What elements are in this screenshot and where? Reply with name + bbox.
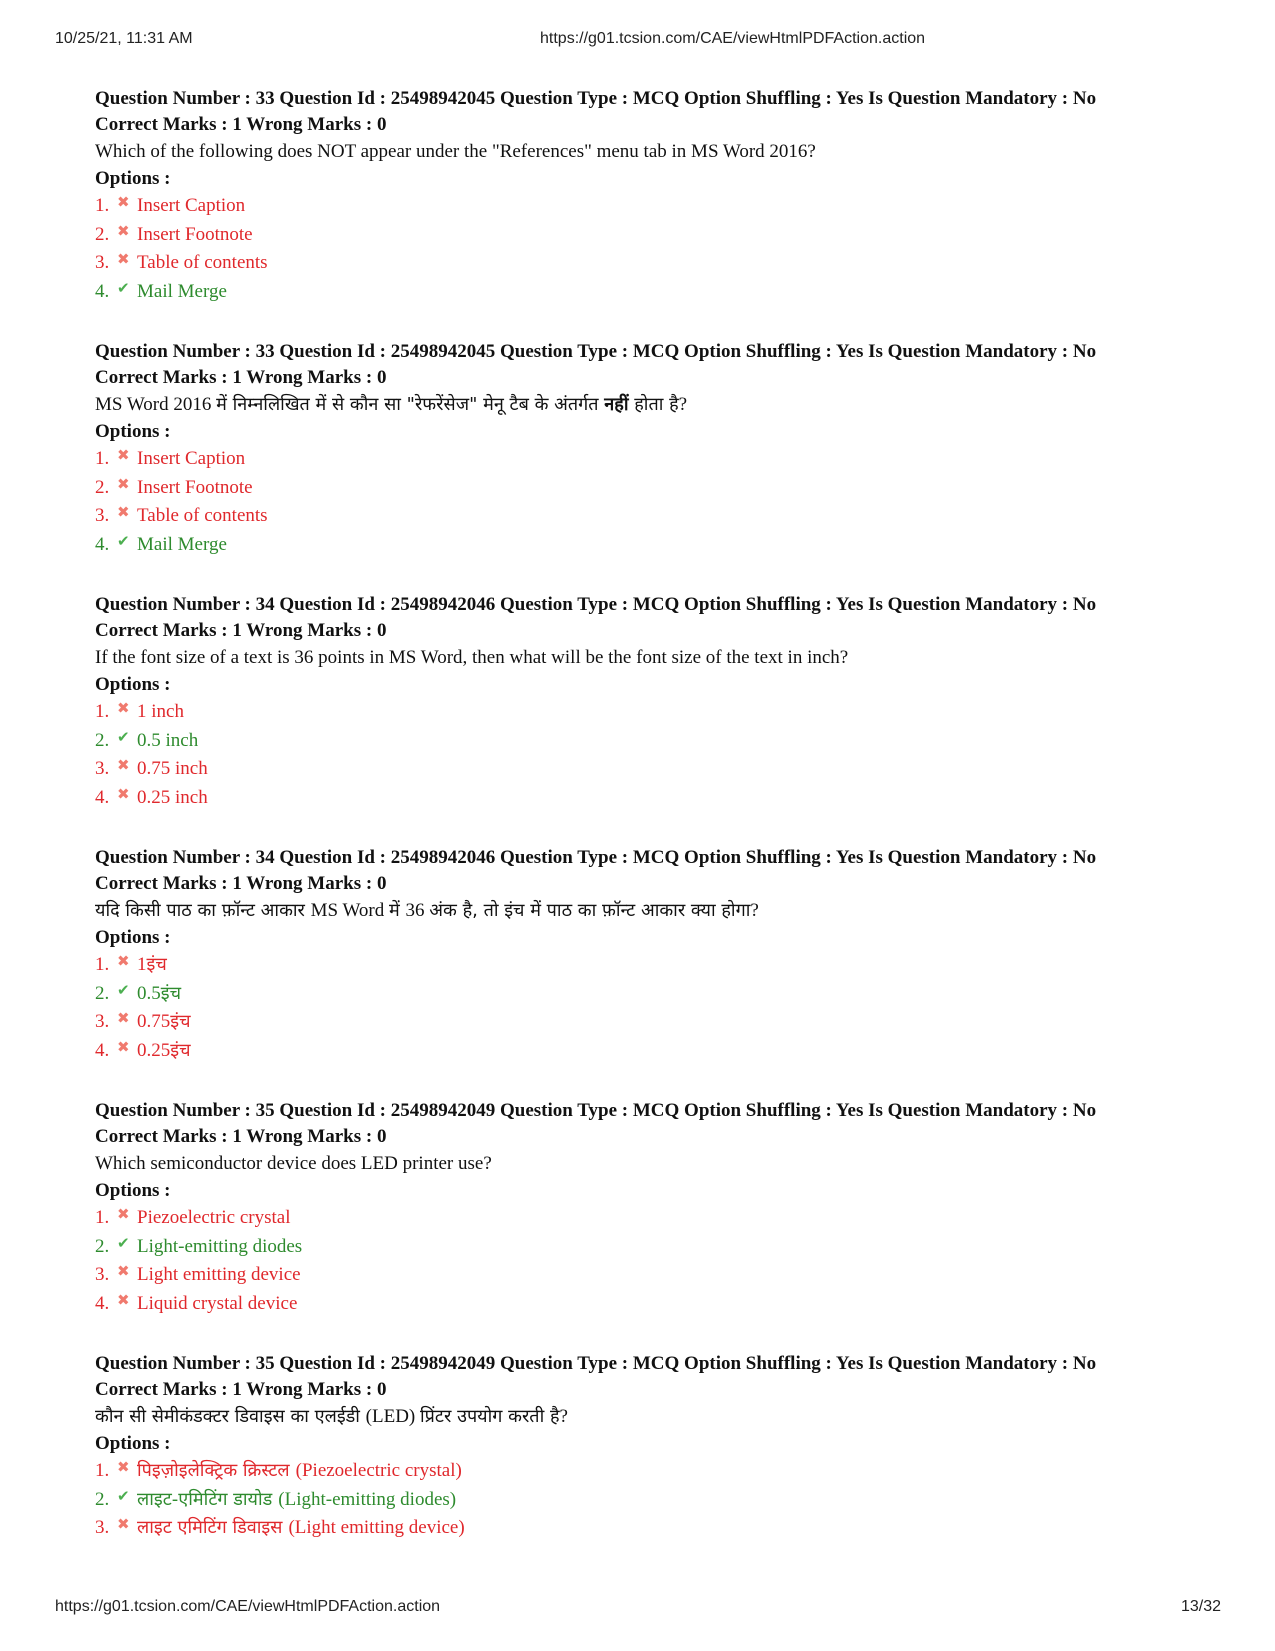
option-text: Liquid crystal device <box>137 1292 298 1314</box>
option-hindi-text: पिइज़ोइलेक्ट्रिक क्रिस्टल <box>137 1460 290 1481</box>
option-unit: इंच <box>170 1039 191 1061</box>
option-number: 2. <box>95 476 110 498</box>
check-icon: ✔ <box>117 531 130 550</box>
option-text: 0.25 inch <box>137 786 208 808</box>
cross-icon: ✖ <box>117 250 130 268</box>
check-icon: ✔ <box>117 727 130 746</box>
question-text-part: ? <box>678 394 688 415</box>
option-item <box>95 951 1205 980</box>
options-label: Options : <box>95 674 171 695</box>
question-text-part: में निम्नलिखित में से कौन सा "रेफरेंसेज" मेनू टैब के अंतर्गत <box>216 394 605 415</box>
option-number: 1. <box>95 1460 110 1481</box>
option-number: 4. <box>95 1292 110 1314</box>
option-number: 4. <box>95 280 110 302</box>
question-meta: Question Number : 35 Question Id : 25498942049 Question Type : MCQ Option Shuffling : Yes Is Question Mandatory : No <box>95 1100 1097 1121</box>
cross-icon: ✖ <box>117 952 130 970</box>
option-number: 4. <box>95 786 110 808</box>
question-marks: Correct Marks : 1 Wrong Marks : 0 <box>95 367 387 388</box>
question-text-part: कौन सी सेमीकंडक्टर डिवाइस का एलईडी <box>95 1406 366 1427</box>
question-text-part: (LED) <box>365 1406 421 1427</box>
question-text: If the font size of a text is 36 points in MS Word, then what will be the font size of the text in inch? <box>95 647 849 668</box>
cross-icon: ✖ <box>117 503 130 521</box>
cross-icon: ✖ <box>117 474 130 493</box>
option-item-correct <box>95 1486 1205 1515</box>
option-number: 3. <box>95 505 110 526</box>
print-footer-url: https://g01.tcsion.com/CAE/viewHtmlPDFAction.action <box>55 1598 441 1615</box>
option-item <box>95 1204 1205 1233</box>
option-item <box>95 1514 1205 1543</box>
question-text-part: अंक है, तो इंच में पाठ का फ़ॉन्ट आकार क्या होगा <box>429 900 751 921</box>
question-block <box>95 845 1205 1098</box>
option-value: 0.25 <box>137 1039 171 1061</box>
option-text: Light emitting device <box>137 1264 301 1285</box>
check-icon: ✔ <box>117 1486 130 1505</box>
check-icon: ✔ <box>117 278 130 297</box>
options-label: Options : <box>95 421 171 442</box>
print-header-url: https://g01.tcsion.com/CAE/viewHtmlPDFAction.action <box>540 30 926 47</box>
question-block <box>95 86 1205 339</box>
question-marks: Correct Marks : 1 Wrong Marks : 0 <box>95 620 387 641</box>
cross-icon: ✖ <box>117 784 130 803</box>
option-item <box>95 249 1205 278</box>
question-text-part: 36 <box>405 900 430 921</box>
question-text-part: ? <box>559 1406 568 1427</box>
option-text: Insert Footnote <box>137 223 253 245</box>
option-text: Light-emitting diodes <box>137 1235 303 1257</box>
option-item <box>95 698 1205 727</box>
option-item <box>95 1261 1205 1290</box>
option-item-correct <box>95 531 1205 560</box>
cross-icon: ✖ <box>117 1458 130 1476</box>
question-text-part: MS Word 2016 <box>95 394 217 415</box>
option-unit: इंच <box>170 1011 191 1032</box>
option-item-correct <box>95 727 1205 756</box>
option-item <box>95 502 1205 531</box>
option-number: 2. <box>95 982 110 1004</box>
option-item <box>95 445 1205 474</box>
option-text: 0.75 inch <box>137 758 208 779</box>
question-text-part: MS Word <box>310 900 390 921</box>
option-number: 1. <box>95 448 110 469</box>
question-text: Which semiconductor device does LED printer use? <box>95 1153 492 1174</box>
page-number: 13/32 <box>1180 1598 1221 1615</box>
question-block <box>95 592 1205 845</box>
option-number: 4. <box>95 1039 110 1061</box>
option-text: Insert Footnote <box>137 476 253 498</box>
options-label: Options : <box>95 1180 171 1201</box>
option-text: 1 inch <box>137 701 184 722</box>
cross-icon: ✖ <box>117 1205 130 1223</box>
question-text <box>95 897 1205 924</box>
question-text <box>95 1403 1205 1430</box>
cross-icon: ✖ <box>117 1515 130 1533</box>
option-value: 0.75 <box>137 1011 171 1032</box>
question-marks: Correct Marks : 1 Wrong Marks : 0 <box>95 114 387 135</box>
cross-icon: ✖ <box>117 221 130 240</box>
question-text-part: होता है <box>628 394 679 415</box>
question-meta: Question Number : 33 Question Id : 25498942045 Question Type : MCQ Option Shuffling : Yes Is Question Mandatory : No <box>95 88 1097 109</box>
options-label: Options : <box>95 1433 171 1454</box>
question-text-emphasis: नहीं <box>604 394 629 415</box>
option-text: Mail Merge <box>137 533 227 555</box>
cross-icon: ✖ <box>117 1037 130 1056</box>
option-text: (Light-emitting diodes) <box>278 1488 457 1510</box>
option-value: 1 <box>137 954 147 975</box>
question-text-part: ? <box>750 900 759 921</box>
question-text: Which of the following does NOT appear under the "References" menu tab in MS Word 2016? <box>95 141 816 162</box>
question-text-part: यदि किसी पाठ का फ़ॉन्ट आकार <box>95 900 311 921</box>
question-marks: Correct Marks : 1 Wrong Marks : 0 <box>95 873 387 894</box>
option-unit: इंच <box>146 954 167 975</box>
question-text <box>95 391 1205 418</box>
option-text: 0.5 inch <box>137 729 199 751</box>
option-item <box>95 221 1205 250</box>
option-item-correct <box>95 278 1205 307</box>
option-number: 1. <box>95 195 110 216</box>
options-label: Options : <box>95 927 171 948</box>
option-number: 3. <box>95 1011 110 1032</box>
question-text-part: प्रिंटर उपयोग करती है <box>420 1406 560 1427</box>
option-number: 3. <box>95 252 110 273</box>
option-item <box>95 192 1205 221</box>
option-number: 4. <box>95 533 110 555</box>
option-item <box>95 474 1205 503</box>
option-number: 2. <box>95 1488 110 1510</box>
option-item <box>95 1008 1205 1037</box>
question-marks: Correct Marks : 1 Wrong Marks : 0 <box>95 1379 387 1400</box>
option-number: 1. <box>95 701 110 722</box>
question-block <box>95 1351 1205 1543</box>
cross-icon: ✖ <box>117 1009 130 1027</box>
option-text: Mail Merge <box>137 280 227 302</box>
option-number: 2. <box>95 729 110 751</box>
print-datetime: 10/25/21, 11:31 AM <box>55 30 193 47</box>
option-text: Insert Caption <box>137 448 246 469</box>
question-meta: Question Number : 35 Question Id : 25498942049 Question Type : MCQ Option Shuffling : Yes Is Question Mandatory : No <box>95 1353 1097 1374</box>
question-meta: Question Number : 33 Question Id : 25498942045 Question Type : MCQ Option Shuffling : Yes Is Question Mandatory : No <box>95 341 1097 362</box>
cross-icon: ✖ <box>117 1290 130 1309</box>
option-item <box>95 1290 1205 1319</box>
cross-icon: ✖ <box>117 756 130 774</box>
option-number: 2. <box>95 1235 110 1257</box>
cross-icon: ✖ <box>117 1262 130 1280</box>
question-block <box>95 339 1205 592</box>
option-text: Table of contents <box>137 505 268 526</box>
option-item <box>95 755 1205 784</box>
question-marks: Correct Marks : 1 Wrong Marks : 0 <box>95 1126 387 1147</box>
check-icon: ✔ <box>117 1233 130 1252</box>
question-meta: Question Number : 34 Question Id : 25498942046 Question Type : MCQ Option Shuffling : Yes Is Question Mandatory : No <box>95 847 1097 868</box>
question-meta: Question Number : 34 Question Id : 25498942046 Question Type : MCQ Option Shuffling : Yes Is Question Mandatory : No <box>95 594 1097 615</box>
option-hindi-text: लाइट एमिटिंग डिवाइस <box>137 1517 283 1538</box>
option-text: Table of contents <box>137 252 268 273</box>
option-number: 3. <box>95 1517 110 1538</box>
cross-icon: ✖ <box>117 193 130 211</box>
option-item-correct <box>95 980 1205 1009</box>
option-item <box>95 784 1205 813</box>
option-text: (Light emitting device) <box>288 1517 465 1538</box>
option-item-correct <box>95 1233 1205 1262</box>
option-item <box>95 1457 1205 1486</box>
option-number: 1. <box>95 954 110 975</box>
options-label: Options : <box>95 168 171 189</box>
option-number: 2. <box>95 223 110 245</box>
check-icon: ✔ <box>117 980 130 999</box>
option-item <box>95 1037 1205 1066</box>
option-number: 3. <box>95 1264 110 1285</box>
cross-icon: ✖ <box>117 699 130 717</box>
question-block <box>95 1098 1205 1351</box>
option-text: (Piezoelectric crystal) <box>295 1460 462 1481</box>
option-hindi-text: लाइट-एमिटिंग डायोड <box>137 1488 273 1510</box>
option-text: Piezoelectric crystal <box>137 1207 291 1228</box>
question-list <box>95 86 1205 1543</box>
option-value: 0.5 <box>137 982 161 1004</box>
option-number: 3. <box>95 758 110 779</box>
option-text: Insert Caption <box>137 195 246 216</box>
option-number: 1. <box>95 1207 110 1228</box>
cross-icon: ✖ <box>117 446 130 464</box>
option-unit: इंच <box>160 982 182 1004</box>
question-text-part: में <box>389 900 406 921</box>
